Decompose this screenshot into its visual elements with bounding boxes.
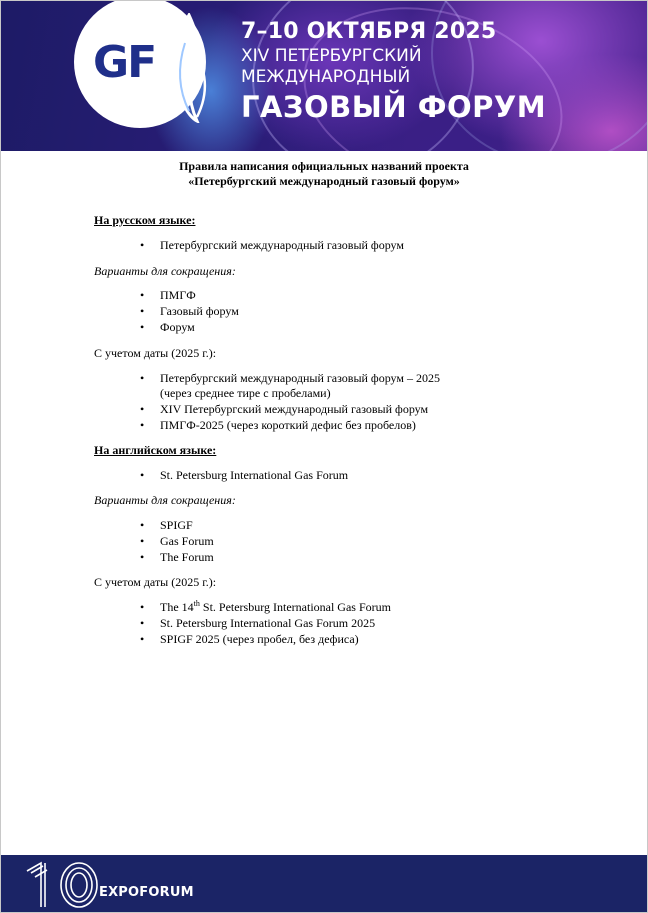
bullet-icon: • bbox=[140, 534, 145, 548]
list-item: Петербургский международный газовый форум bbox=[160, 238, 404, 252]
ten-anniversary-logo bbox=[23, 857, 103, 911]
event-dates: 7–10 ОКТЯБРЯ 2025 bbox=[241, 19, 497, 44]
abbr-label: Варианты для сокращения: bbox=[94, 264, 236, 278]
russian-heading: На русском языке: bbox=[94, 213, 196, 227]
bullet-icon: • bbox=[140, 288, 145, 302]
bullet-icon: • bbox=[140, 616, 145, 630]
bullet-icon: • bbox=[140, 468, 145, 482]
list-item: SPIGF bbox=[160, 518, 193, 532]
banner-text bbox=[241, 19, 546, 124]
document-title-project: «Петербургский международный газовый форум» bbox=[188, 174, 460, 188]
list-item: ПМГФ-2025 (через короткий дефис без пробелов) bbox=[160, 418, 416, 432]
list-item: Gas Forum bbox=[160, 534, 214, 548]
bullet-icon: • bbox=[140, 402, 145, 416]
english-heading: На английском языке: bbox=[94, 443, 217, 457]
list-item: St. Petersburg International Gas Forum bbox=[160, 468, 349, 482]
bullet-icon: • bbox=[140, 550, 145, 564]
forum-logo: GF bbox=[93, 37, 156, 88]
bullet-icon: • bbox=[140, 320, 145, 334]
date-label: С учетом даты (2025 г.): bbox=[94, 575, 217, 589]
header-banner bbox=[1, 1, 647, 151]
list-item bbox=[160, 600, 391, 615]
document-title: Правила написания официальных названий проекта bbox=[179, 159, 469, 173]
list-item: Газовый форум bbox=[160, 304, 239, 318]
list-item-text: St. Petersburg International Gas Forum bbox=[199, 600, 391, 614]
list-item: Форум bbox=[160, 320, 195, 334]
bullet-icon: • bbox=[140, 518, 145, 532]
bullet-icon: • bbox=[140, 238, 145, 252]
event-name: ГАЗОВЫЙ ФОРУМ bbox=[241, 90, 547, 124]
expoforum-logo: EXPOFORUM bbox=[99, 885, 194, 900]
event-descriptor: МЕЖДУНАРОДНЫЙ bbox=[241, 67, 411, 87]
bullet-icon: • bbox=[140, 632, 145, 646]
flame-icon bbox=[167, 13, 211, 123]
date-label: С учетом даты (2025 г.): bbox=[94, 346, 217, 360]
list-item: SPIGF 2025 (через пробел, без дефиса) bbox=[160, 632, 359, 646]
event-edition: XIV ПЕТЕРБУРГСКИЙ bbox=[241, 46, 422, 66]
list-item: Петербургский международный газовый форум – 2025 bbox=[160, 371, 440, 385]
abbr-label: Варианты для сокращения: bbox=[94, 493, 236, 507]
list-item: St. Petersburg International Gas Forum 2025 bbox=[160, 616, 376, 630]
footer-bar bbox=[1, 855, 647, 912]
bullet-icon: • bbox=[140, 371, 145, 385]
bullet-icon: • bbox=[140, 304, 145, 318]
list-item: ПМГФ bbox=[160, 288, 196, 302]
bullet-icon: • bbox=[140, 600, 145, 614]
list-item-note: (через среднее тире с пробелами) bbox=[160, 386, 331, 400]
list-item-text: The 14 bbox=[160, 600, 194, 614]
list-item: The Forum bbox=[160, 550, 214, 564]
list-item: XIV Петербургский международный газовый форум bbox=[160, 402, 429, 416]
ordinal-suffix: th bbox=[193, 599, 200, 608]
bullet-icon: • bbox=[140, 418, 145, 432]
